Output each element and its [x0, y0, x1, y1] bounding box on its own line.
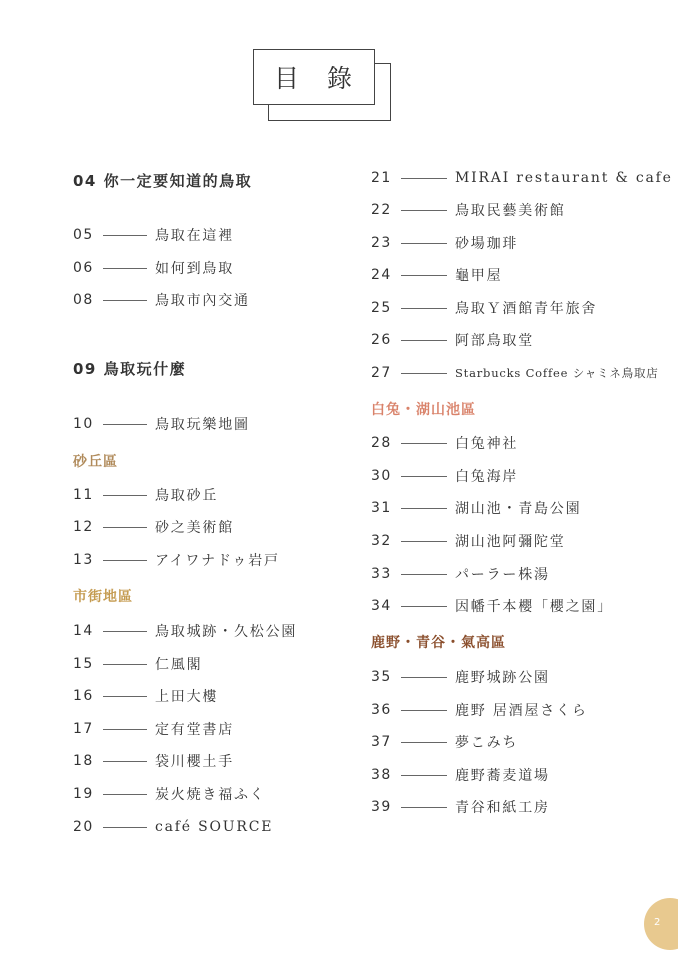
entry-page-number: 33 [371, 566, 392, 582]
entry-title: 湖山池・青島公園 [455, 501, 582, 517]
leader-line [103, 300, 147, 301]
page-number: 2 [654, 917, 661, 928]
toc-entry[interactable] [371, 596, 613, 616]
leader-line [401, 373, 447, 374]
toc-entry[interactable] [73, 719, 234, 739]
entry-title: 鳥取玩樂地圖 [155, 417, 250, 433]
toc-entry[interactable] [371, 265, 502, 285]
entry-page-number: 27 [371, 365, 392, 381]
toc-entry[interactable] [73, 686, 218, 706]
entry-title: 如何到鳥取 [155, 261, 234, 277]
page-title: 目 錄 [253, 49, 375, 105]
entry-page-number: 39 [371, 799, 392, 815]
entry-title: 袋川櫻土手 [155, 754, 234, 770]
toc-entry[interactable] [73, 290, 250, 310]
leader-line [103, 794, 147, 795]
entry-title: 定有堂書店 [155, 722, 234, 738]
leader-line [401, 574, 447, 575]
entry-title: 砂之美術館 [155, 520, 234, 536]
leader-line [103, 268, 147, 269]
entry-page-number: 11 [73, 487, 94, 503]
entry-page-number: 37 [371, 734, 392, 750]
leader-line [103, 664, 147, 665]
entry-title: 鳥取市內交通 [155, 293, 250, 309]
entry-page-number: 18 [73, 753, 94, 769]
toc-entry[interactable] [73, 751, 234, 771]
leader-line [401, 807, 447, 808]
section-heading-attractions: 09 鳥取玩什麼 [73, 360, 187, 378]
toc-entry[interactable] [371, 564, 550, 584]
toc-entry[interactable] [73, 654, 202, 674]
entry-page-number: 22 [371, 202, 392, 218]
leader-line [401, 710, 447, 711]
entry-page-number: 21 [371, 170, 392, 186]
leader-line [401, 541, 447, 542]
toc-entry[interactable] [371, 298, 597, 318]
entry-page-number: 17 [73, 721, 94, 737]
entry-title: MIRAI restaurant & cafe [455, 170, 673, 186]
entry-title: 炭火焼き福ふく [155, 787, 266, 803]
entry-title: café SOURCE [155, 819, 274, 835]
entry-page-number: 13 [73, 552, 94, 568]
entry-page-number: 23 [371, 235, 392, 251]
leader-line [401, 677, 447, 678]
leader-line [103, 631, 147, 632]
entry-page-number: 14 [73, 623, 94, 639]
entry-page-number: 08 [73, 292, 94, 308]
leader-line [401, 243, 447, 244]
leader-line [103, 424, 147, 425]
toc-entry[interactable] [73, 621, 297, 641]
entry-title: 鹿野蕎麦道場 [455, 768, 550, 784]
toc-entry[interactable] [371, 765, 550, 785]
entry-page-number: 10 [73, 416, 94, 432]
toc-entry[interactable] [371, 667, 550, 687]
entry-page-number: 16 [73, 688, 94, 704]
toc-entry[interactable] [371, 433, 518, 453]
entry-title: 龜甲屋 [455, 268, 503, 284]
toc-entry[interactable] [73, 550, 280, 570]
entry-page-number: 34 [371, 598, 392, 614]
entry-title: 鳥取在這裡 [155, 228, 234, 244]
entry-page-number: 25 [371, 300, 392, 316]
entry-page-number: 31 [371, 500, 392, 516]
entry-page-number: 26 [371, 332, 392, 348]
entry-title: 鹿野城跡公園 [455, 670, 550, 686]
toc-entry[interactable] [371, 233, 518, 253]
entry-page-number: 38 [371, 767, 392, 783]
leader-line [103, 495, 147, 496]
entry-title: 湖山池阿彌陀堂 [455, 534, 566, 550]
leader-line [401, 508, 447, 509]
toc-entry[interactable] [371, 330, 534, 350]
entry-page-number: 12 [73, 519, 94, 535]
entry-page-number: 30 [371, 468, 392, 484]
entry-page-number: 36 [371, 702, 392, 718]
section-heading-basics: 04 你一定要知道的鳥取 [73, 172, 253, 190]
leader-line [103, 527, 147, 528]
toc-entry[interactable] [371, 200, 566, 220]
entry-title: 鳥取Ｙ酒館青年旅舍 [455, 301, 598, 317]
toc-entry[interactable] [73, 817, 273, 837]
leader-line [401, 443, 447, 444]
leader-line [401, 275, 447, 276]
toc-entry[interactable] [371, 531, 566, 551]
toc-entry[interactable] [73, 225, 234, 245]
leader-line [401, 308, 447, 309]
entry-title: 白兔神社 [455, 436, 519, 452]
toc-entry[interactable] [73, 784, 266, 804]
entry-title: 阿部鳥取堂 [455, 333, 534, 349]
toc-entry[interactable] [73, 414, 250, 434]
entry-page-number: 06 [73, 260, 94, 276]
region-heading-sand-dunes: 砂丘區 [73, 454, 118, 470]
leader-line [103, 827, 147, 828]
entry-page-number: 20 [73, 819, 94, 835]
entry-title: パーラー株湯 [455, 567, 550, 583]
toc-entry[interactable] [371, 700, 588, 720]
region-heading-city: 市街地區 [73, 589, 133, 605]
entry-page-number: 28 [371, 435, 392, 451]
entry-title: 夢こみち [455, 735, 519, 751]
leader-line [401, 606, 447, 607]
leader-line [401, 742, 447, 743]
leader-line [103, 761, 147, 762]
leader-line [401, 775, 447, 776]
region-heading-hakuto-koyama: 白兔・湖山池區 [371, 402, 476, 418]
toc-title-box [253, 49, 391, 121]
leader-line [401, 476, 447, 477]
entry-page-number: 32 [371, 533, 392, 549]
entry-title: 鳥取民藝美術館 [455, 203, 566, 219]
leader-line [401, 210, 447, 211]
toc-entry[interactable] [73, 485, 218, 505]
entry-title: 上田大樓 [155, 689, 219, 705]
entry-title: 白兔海岸 [455, 469, 519, 485]
entry-title: 因幡千本櫻「櫻之園」 [455, 599, 613, 615]
page-number-badge [644, 898, 678, 950]
toc-entry[interactable] [73, 517, 234, 537]
toc-entry[interactable] [371, 732, 518, 752]
entry-page-number: 05 [73, 227, 94, 243]
toc-entry[interactable] [371, 498, 581, 518]
entry-page-number: 15 [73, 656, 94, 672]
toc-entry[interactable] [371, 797, 550, 817]
entry-title: 砂場珈琲 [455, 236, 519, 252]
leader-line [401, 340, 447, 341]
entry-title: 仁風閣 [155, 657, 203, 673]
entry-page-number: 19 [73, 786, 94, 802]
leader-line [103, 235, 147, 236]
entry-title: 鹿野 居酒屋さくら [455, 703, 588, 719]
toc-entry[interactable] [371, 363, 659, 383]
entry-page-number: 35 [371, 669, 392, 685]
leader-line [103, 560, 147, 561]
entry-title: アイワナドゥ岩戸 [155, 553, 280, 569]
leader-line [401, 178, 447, 179]
entry-title: 青谷和紙工房 [455, 800, 550, 816]
toc-entry[interactable] [371, 466, 518, 486]
toc-entry[interactable] [371, 168, 673, 188]
entry-title: Starbucks Coffee シャミネ鳥取店 [455, 366, 659, 380]
leader-line [103, 696, 147, 697]
toc-entry[interactable] [73, 258, 234, 278]
entry-title: 鳥取砂丘 [155, 488, 219, 504]
entry-page-number: 24 [371, 267, 392, 283]
leader-line [103, 729, 147, 730]
region-heading-shikano-aoya-ketaka: 鹿野・青谷・氣高區 [371, 635, 506, 651]
entry-title: 鳥取城跡・久松公園 [155, 624, 298, 640]
